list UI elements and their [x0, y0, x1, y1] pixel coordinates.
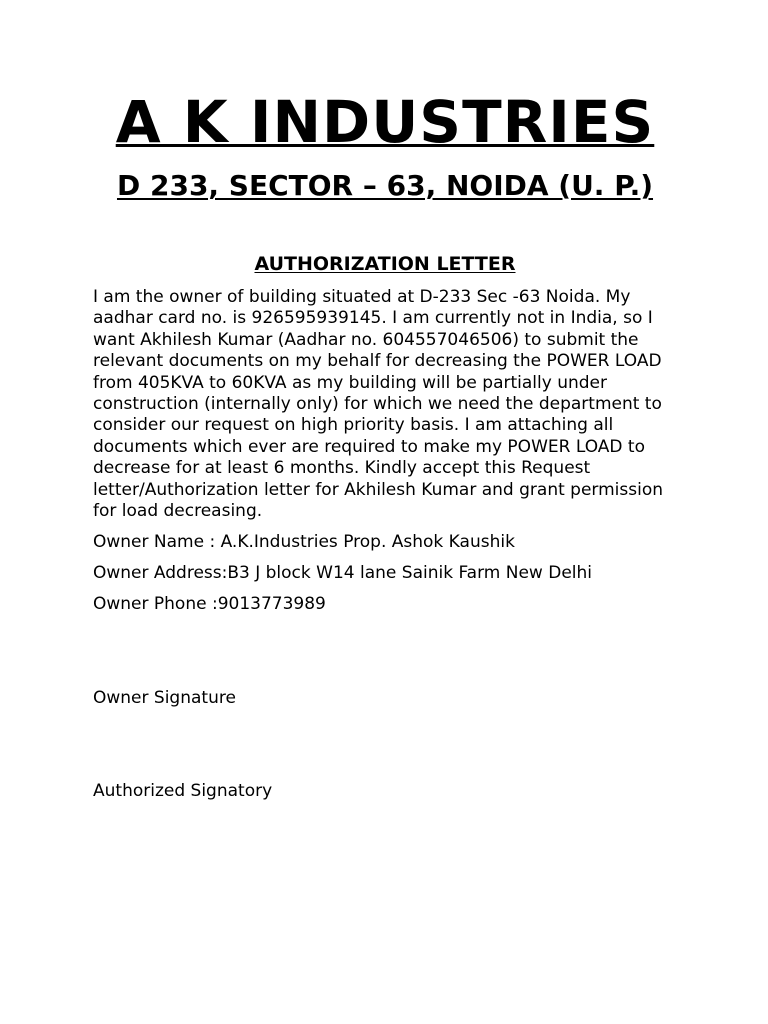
- owner-name: Owner Name : A.K.Industries Prop. Ashok Kaushik: [93, 532, 515, 552]
- company-address: D 233, SECTOR – 63, NOIDA (U. P.): [116, 169, 654, 202]
- owner-address: Owner Address:B3 J block W14 lane Sainik Farm New Delhi: [93, 563, 592, 583]
- company-name: A K INDUSTRIES: [115, 88, 655, 156]
- letter-title: AUTHORIZATION LETTER: [254, 253, 516, 275]
- authorized-signatory-label: Authorized Signatory: [93, 781, 273, 801]
- letter-body: I am the owner of building situated at D-233 Sec -63 Noida. My aadhar card no. is 926595939145. I am currently not in India, so I want Akhilesh Kumar (Aadhar no. 604557046506) to submit the relevant documents on my behalf for decreasing the POWER LOAD from 405KVA to 60KVA as my building will be partially under construction (internally only) for which we need the department to consider our request on high priority basis. I am attaching all documents which ever are required to make my POWER LOAD to decrease for at least 6 months. Kindly accept this Request letter/Authorization letter for Akhilesh Kumar and grant permission for load decreasing.: [93, 287, 663, 522]
- owner-phone: Owner Phone :9013773989: [93, 594, 326, 614]
- owner-signature-label: Owner Signature: [93, 688, 236, 708]
